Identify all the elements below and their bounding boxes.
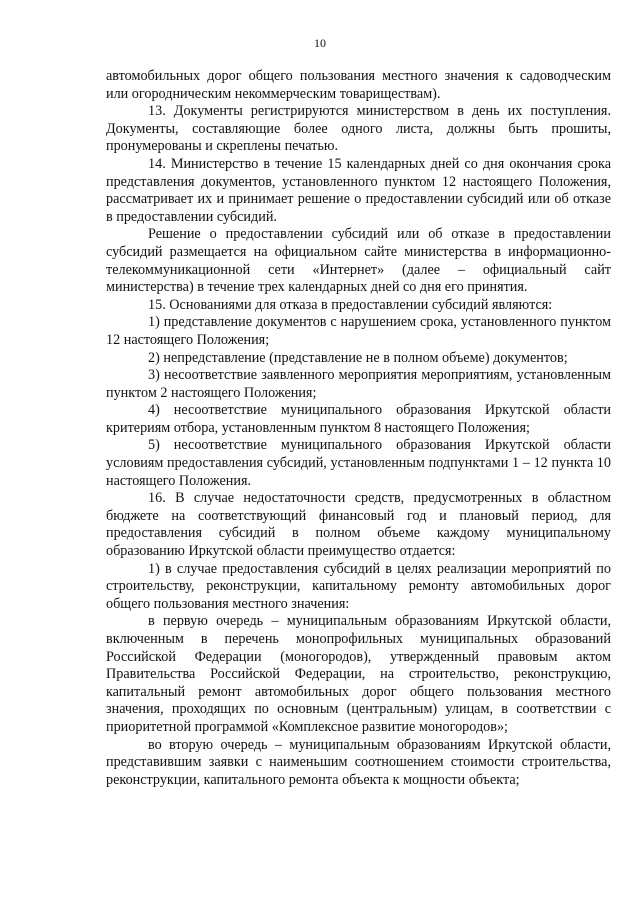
- paragraph-subitem-15-2: 2) непредставление (представление не в полном объеме) документов;: [148, 349, 568, 366]
- paragraph-item-14: 14. Министерство в течение 15 календарных дней со дня окончания срока представления документов, установленного пунктом 12 настоящего Положения, рассматривает их и принимает решение о предоставлении субсидий или об отказе в предоставлении субсидий.: [106, 155, 611, 225]
- paragraph-decision-publication: Решение о предоставлении субсидий или об отказе в предоставлении субсидий размещается на официальном сайте министерства в информационно-телекоммуникационной сети «Интернет» (далее – официальный сайт министерства) в течение трех календарных дней со дня его принятия.: [106, 226, 611, 296]
- paragraph-subitem-16-1: 1) в случае предоставления субсидий в целях реализации мероприятий по строительству, реконструкции, капитальному ремонту автомобильных дорог общего пользования местного значения:: [106, 560, 611, 612]
- paragraph-subitem-15-3: 3) несоответствие заявленного мероприятия мероприятиям, установленным пунктом 2 настоящего Положения;: [106, 367, 611, 401]
- paragraph-subitem-15-5: 5) несоответствие муниципального образования Иркутской области условиям предоставления субсидий, установленным подпунктами 1 – 12 пункта 10 настоящего Положения.: [106, 437, 611, 489]
- paragraph-item-15: 15. Основаниями для отказа в предоставлении субсидий являются:: [148, 296, 553, 313]
- paragraph-second-priority: во вторую очередь – муниципальным образованиям Иркутской области, представившим заявки с наименьшим соотношением стоимости строительства, реконструкции, капитального ремонта объекта к мощности объекта;: [106, 736, 611, 788]
- paragraph-first-priority: в первую очередь – муниципальным образованиям Иркутской области, включенным в перечень монопрофильных муниципальных образований Российской Федерации (моногородов), утвержденный правовым актом Правительства Российской Федерации, на строительство, реконструкцию, капитальный ремонт автомобильных дорог общего пользования местного значения, проходящих по основным (центральным) улицам, в соответствии с приоритетной программой «Комплексное развитие моногородов»;: [106, 613, 611, 735]
- paragraph-item-16: 16. В случае недостаточности средств, предусмотренных в областном бюджете на соответствующий финансовый год и плановый период, для предоставления субсидий в полном объеме каждому муниципальному образованию Иркутской области преимущество отдается:: [106, 490, 611, 560]
- paragraph-subitem-15-1: 1) представление документов с нарушением срока, установленного пунктом 12 настоящего Положения;: [106, 314, 611, 348]
- page-number: 10: [314, 36, 326, 50]
- paragraph-item-13: 13. Документы регистрируются министерством в день их поступления. Документы, составляющие более одного листа, должны быть прошиты, пронумерованы и скреплены печатью.: [106, 103, 611, 155]
- paragraph-subitem-15-4: 4) несоответствие муниципального образования Иркутской области критериям отбора, установленным пунктом 8 настоящего Положения;: [106, 402, 611, 436]
- paragraph-continuation: автомобильных дорог общего пользования местного значения к садоводческим или огородническим некоммерческим товариществам).: [106, 68, 611, 102]
- document-body: [106, 68, 611, 789]
